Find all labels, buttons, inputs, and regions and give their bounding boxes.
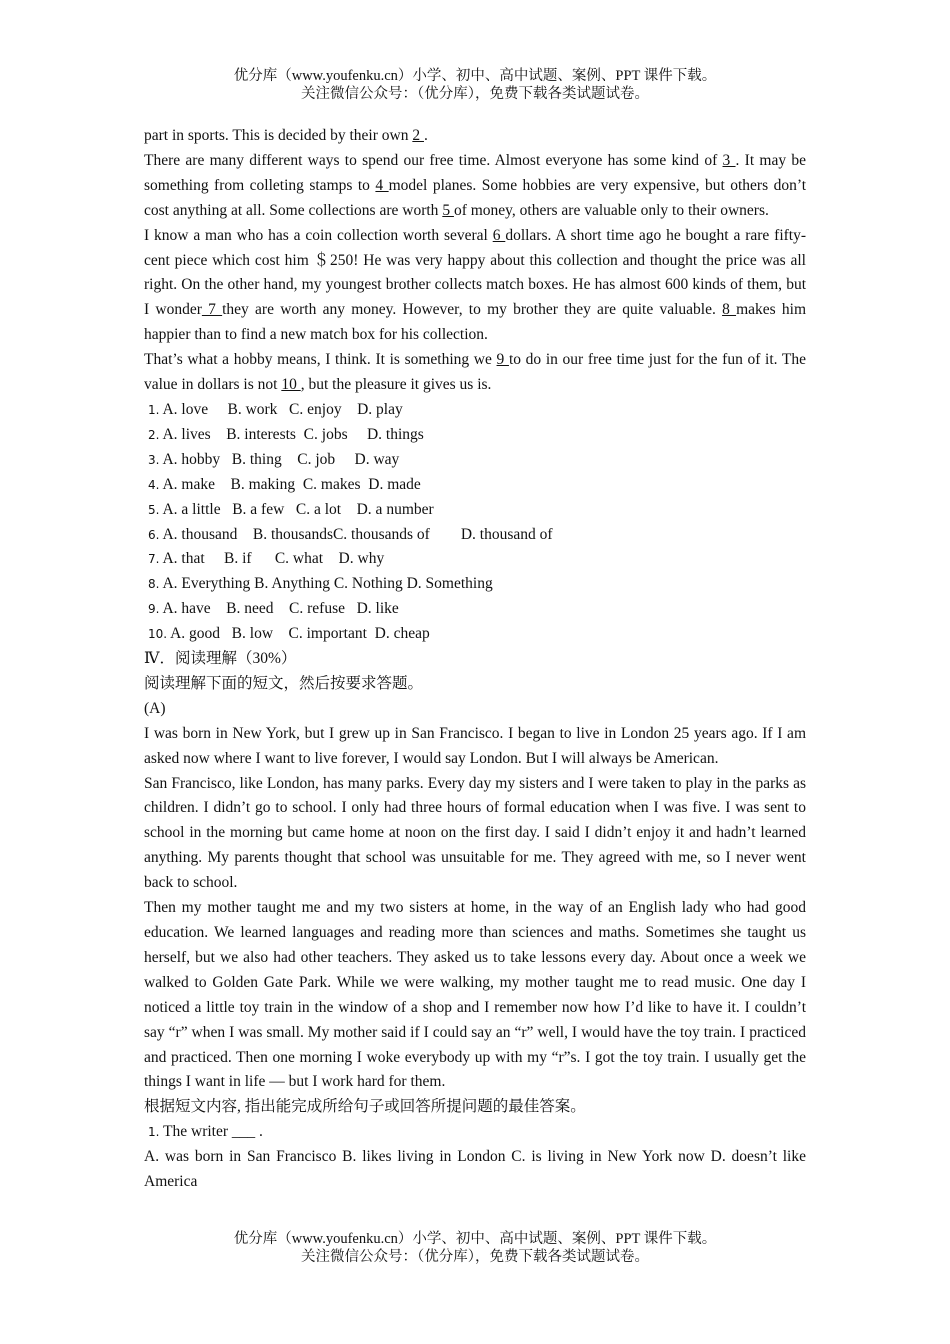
cloze-paragraph-1 [144, 149, 806, 224]
cloze-text: I know a man who has a coin collection worth several [144, 226, 493, 244]
option-number: 6. [148, 527, 160, 542]
option-text: A. love B. work C. enjoy D. play [159, 400, 403, 418]
option-number: 8. [148, 577, 160, 592]
option-text: A. Everything B. Anything C. Nothing D. Something [159, 575, 493, 593]
cloze-text: they are worth any money. However, to my brother they are quite valuable. [222, 301, 723, 319]
option-row-3 [144, 448, 806, 473]
cloze-paragraph-2 [144, 224, 806, 349]
passage-paragraph-1: I was born in New York, but I grew up in San Francisco. I began to live in London 25 years ago. If I am asked now where I want to live forever, I would say London. But I will always be American. [144, 724, 806, 767]
header-line-1: 优分库（www.youfenku.cn）小学、初中、高中试题、案例、PPT 课件下载。 [233, 68, 717, 84]
cloze-options [144, 398, 806, 647]
header-line-2: 关注微信公众号：（优分库），免费下载各类试题试卷。 [301, 86, 649, 102]
cloze-text: There are many different ways to spend our free time. Almost everyone has some kind of [144, 151, 723, 169]
cloze-text: part in sports. This is decided by their own [144, 127, 413, 144]
passage-label: (A) [144, 699, 166, 717]
option-row-10 [144, 622, 806, 647]
option-number: 7. [148, 552, 160, 567]
option-text: A. make B. making C. makes D. made [159, 475, 421, 493]
blank-4: 4 [375, 176, 389, 194]
page-footer [0, 1230, 950, 1266]
page-header [0, 67, 950, 103]
question-instruction: 根据短文内容, 指出能完成所给句子或回答所提问题的最佳答案。 [144, 1098, 586, 1116]
option-row-5 [144, 498, 806, 523]
option-number: 9. [148, 602, 160, 617]
option-text: A. that B. if C. what D. why [159, 550, 385, 568]
blank-5: 5 [442, 201, 454, 219]
cloze-text: model planes. Some hobbies are very expensive, but others don’t cost anything at all. Some collections are worth [144, 176, 807, 219]
blank-7: 7 [201, 301, 223, 319]
document-body [144, 124, 806, 1195]
option-row-1 [144, 398, 806, 423]
cloze-text: That’s what a hobby means, I think. It is something we [144, 351, 497, 369]
blank-9: 9 [496, 351, 509, 369]
option-text: A. thousand B. thousandsC. thousands of D. thousand of [159, 525, 553, 543]
question-1-options: A. was born in San Francisco B. likes living in London C. is living in New York now D. doesn’t like America [144, 1148, 806, 1191]
blank-2: 2 [412, 127, 424, 144]
question-1 [144, 1120, 806, 1145]
blank-10: 10 [281, 376, 301, 394]
footer-line-2: 关注微信公众号：（优分库），免费下载各类试题试卷。 [301, 1249, 649, 1265]
option-text: A. hobby B. thing C. job D. way [159, 450, 400, 468]
option-number: 5. [148, 502, 160, 517]
passage-paragraph-2: San Francisco, like London, has many parks. Every day my sisters and I were taken to play in the parks as children. I didn’t go to school. I only had three hours of formal education when I was five. I was sent to school in the morning but came home at noon on the first day. I said I didn’t enjoy it and hadn’t learned anything. My parents thought that school was unsuitable for me. They agreed with me, so I never went back to school. [144, 774, 806, 892]
cloze-paragraph-0 [144, 124, 806, 149]
option-text: A. a little B. a few C. a lot D. a number [159, 500, 434, 518]
passage-paragraph-3: Then my mother taught me and my two sisters at home, in the way of an English lady who had good education. We learned languages and reading more than sciences and maths. Sometimes she taught us herself, but we also had other teachers. They asked us to take lessons every day. About once a week we walked to Golden Gate Park. While we were walking, my mother taught me to read music. One day I noticed a little toy train in the window of a shop and I remember now how I’d like to have it. I couldn’t say “r” when I was small. My mother said if I could say an “r” well, I would have the toy train. I practiced and practiced. Then one morning I woke everybody up with my “r”s. I got the toy train. I usually get the things I want in life — but I work hard for them. [144, 899, 806, 1091]
option-row-2 [144, 423, 806, 448]
section-instruction: 阅读理解下面的短文，然后按要求答题。 [144, 674, 424, 692]
cloze-text: . It may be something from colleting stamps to [144, 151, 806, 194]
cloze-text: . [423, 127, 428, 144]
question-text: The writer ___ . [159, 1123, 263, 1141]
option-text: A. lives B. interests C. jobs D. things [159, 425, 424, 443]
cloze-paragraph-3 [144, 348, 806, 398]
blank-3: 3 [722, 151, 736, 169]
option-row-4 [144, 473, 806, 498]
option-row-7 [144, 547, 806, 572]
option-number: 10. [148, 627, 168, 642]
cloze-text: of money, others are valuable only to their owners. [453, 201, 769, 219]
option-text: A. have B. need C. refuse D. like [159, 600, 399, 618]
option-number: 4. [148, 477, 160, 492]
section-title: Ⅳ．阅读理解（30%） [144, 650, 297, 668]
option-row-8 [144, 572, 806, 597]
blank-8: 8 [722, 301, 737, 319]
option-row-9 [144, 597, 806, 622]
option-number: 1. [148, 402, 160, 417]
option-number: 2. [148, 427, 160, 442]
option-row-6 [144, 523, 806, 548]
cloze-text: dollars. A short time ago he bought a rare fifty-cent piece which cost him ＄250! He was very happy about this collection and thought the price was all right. On the other hand, my youngest brother collects match boxes. He has almost 600 kinds of them, but I wonder [144, 226, 807, 319]
blank-6: 6 [492, 226, 506, 244]
option-text: A. good B. low C. important D. cheap [167, 625, 430, 643]
footer-line-1: 优分库（www.youfenku.cn）小学、初中、高中试题、案例、PPT 课件下载。 [233, 1231, 717, 1247]
cloze-text: , but the pleasure it gives us is. [300, 376, 492, 394]
cloze-text: to do in our free time just for the fun of it. The value in dollars is not [144, 351, 806, 394]
cloze-text: makes him happier than to find a new match box for his collection. [144, 301, 807, 344]
option-number: 3. [148, 452, 160, 467]
question-number: 1. [148, 1125, 160, 1140]
